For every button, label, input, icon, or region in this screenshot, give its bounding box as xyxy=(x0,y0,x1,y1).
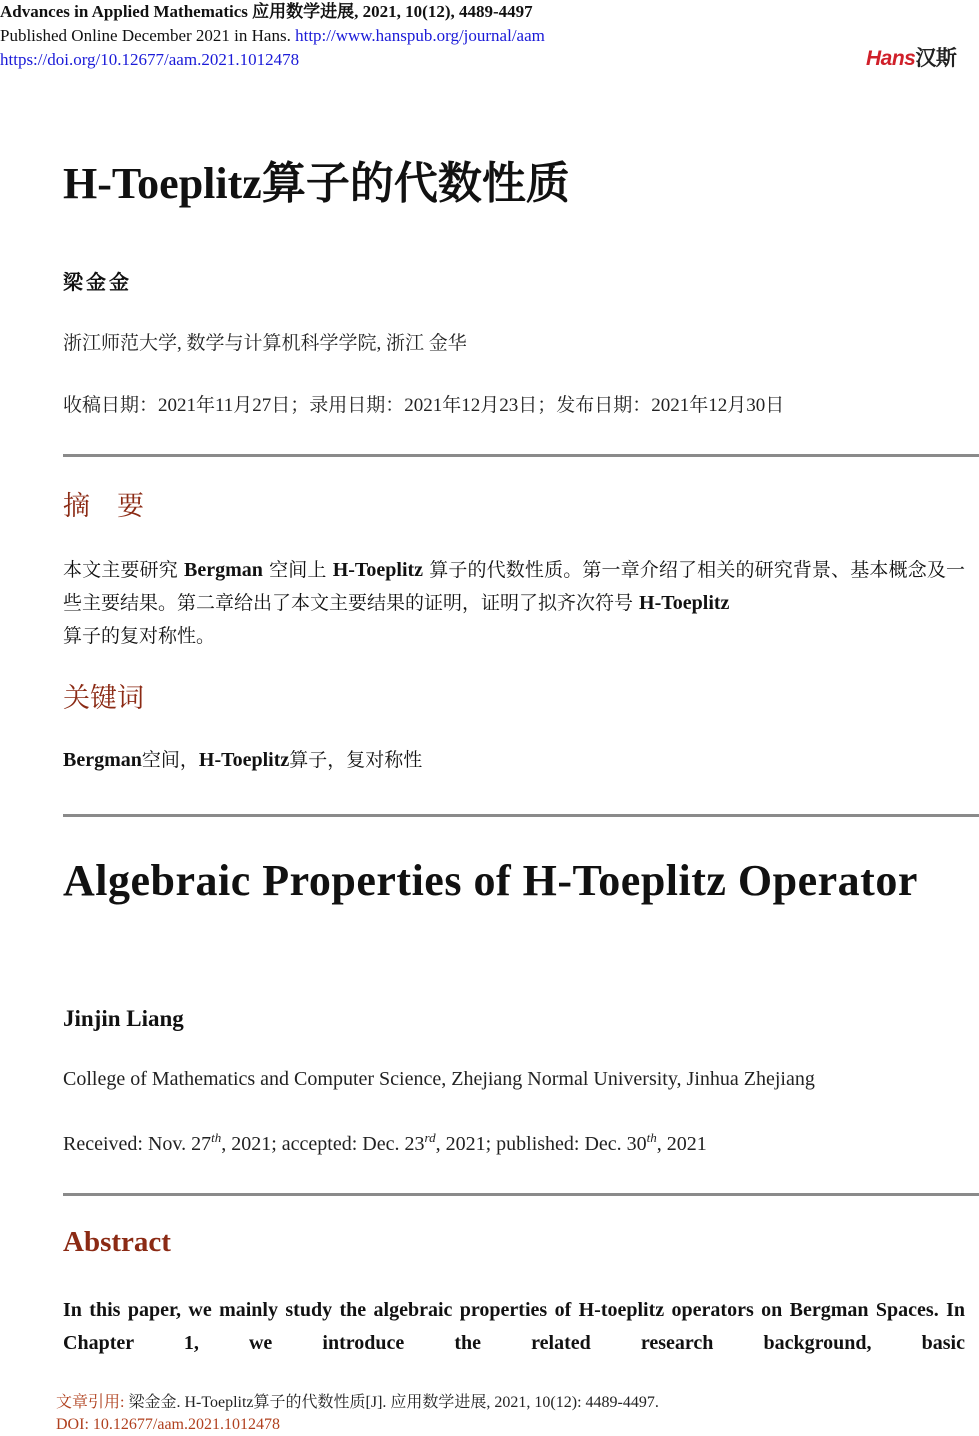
abstract-cn-term: H-Toeplitz xyxy=(332,559,424,581)
ordinal-suffix: th xyxy=(211,1130,222,1145)
author-en: Jinjin Liang xyxy=(63,1006,184,1031)
abstract-cn-text: 本文主要研究 xyxy=(63,559,185,581)
logo-latin: Hans xyxy=(866,47,916,70)
keyword-text: 空间， xyxy=(141,749,199,771)
keywords-cn xyxy=(63,744,422,777)
doi-label: DOI: xyxy=(56,1416,93,1433)
logo-chinese: 汉斯 xyxy=(915,47,957,70)
abstract-cn-term: H-Toeplitz xyxy=(639,592,730,614)
citation-footer xyxy=(56,1392,659,1436)
published-line xyxy=(0,24,545,48)
page-title-en: Algebraic Properties of H-Toeplitz Operator xyxy=(63,856,918,905)
accepted-date: , 2021; accepted: Dec. 23 xyxy=(221,1133,425,1155)
journal-url-link[interactable]: http://www.hanspub.org/journal/aam xyxy=(295,26,545,45)
citation-line xyxy=(56,1392,659,1414)
published-prefix: Published Online December 2021 in Hans. xyxy=(0,26,291,45)
abstract-cn-text: 算子的代数性质。第一章介绍了相关的研究背景、基本概念及一些主要结果。第二章给出了本文主要结果的证明，证明了拟齐次符号 xyxy=(63,559,965,614)
keyword-term: Bergman xyxy=(63,749,142,771)
keywords-heading-cn: 关键词 xyxy=(63,683,144,714)
dates-en xyxy=(63,1130,707,1156)
divider xyxy=(63,1193,979,1196)
page-title-cn: H-Toeplitz算子的代数性质 xyxy=(63,159,570,208)
citation-label: 文章引用: xyxy=(56,1394,129,1411)
keyword-term: H-Toeplitz xyxy=(198,749,290,771)
abstract-heading-cn: 摘 要 xyxy=(63,491,144,522)
affiliation-en: College of Mathematics and Computer Science, Zhejiang Normal University, Jinhua Zhejiang xyxy=(63,1068,815,1090)
doi-url-link[interactable]: https://doi.org/10.12677/aam.2021.1012478 xyxy=(0,50,300,69)
journal-name: Advances in Applied Mathematics 应用数学进展, 2021, 10(12), 4489-4497 xyxy=(0,2,533,21)
abstract-cn-term: Bergman xyxy=(184,559,263,581)
journal-header xyxy=(0,0,545,72)
affiliation-cn: 浙江师范大学, 数学与计算机科学学院, 浙江 金华 xyxy=(63,333,467,354)
citation-doi-line xyxy=(56,1414,659,1436)
divider xyxy=(63,814,979,817)
author-cn: 梁金金 xyxy=(63,270,132,294)
received-date: Received: Nov. 27 xyxy=(63,1133,212,1155)
published-date: , 2021; published: Dec. 30 xyxy=(435,1133,647,1155)
dates-cn: 收稿日期：2021年11月27日；录用日期：2021年12月23日；发布日期：2021年12月30日 xyxy=(63,395,785,416)
divider xyxy=(63,454,979,457)
abstract-cn-text: 算子的复对称性。 xyxy=(63,625,216,647)
published-year: , 2021 xyxy=(656,1133,707,1155)
doi-value[interactable]: 10.12677/aam.2021.1012478 xyxy=(92,1416,280,1433)
abstract-cn-text: 空间上 xyxy=(262,559,333,581)
abstract-cn xyxy=(63,554,965,653)
ordinal-suffix: th xyxy=(646,1130,657,1145)
keyword-text: 算子，复对称性 xyxy=(289,749,423,771)
citation-text: 梁金金. H-Toeplitz算子的代数性质[J]. 应用数学进展, 2021, 10(12): 4489-4497. xyxy=(128,1394,659,1411)
abstract-en: In this paper, we mainly study the algebraic properties of H-toeplitz operators on Bergman Spaces. In Chapter 1, we introduce the related research background, basic xyxy=(63,1299,965,1354)
ordinal-suffix: rd xyxy=(424,1130,436,1145)
abstract-heading-en: Abstract xyxy=(63,1226,171,1258)
hans-logo xyxy=(866,42,956,72)
